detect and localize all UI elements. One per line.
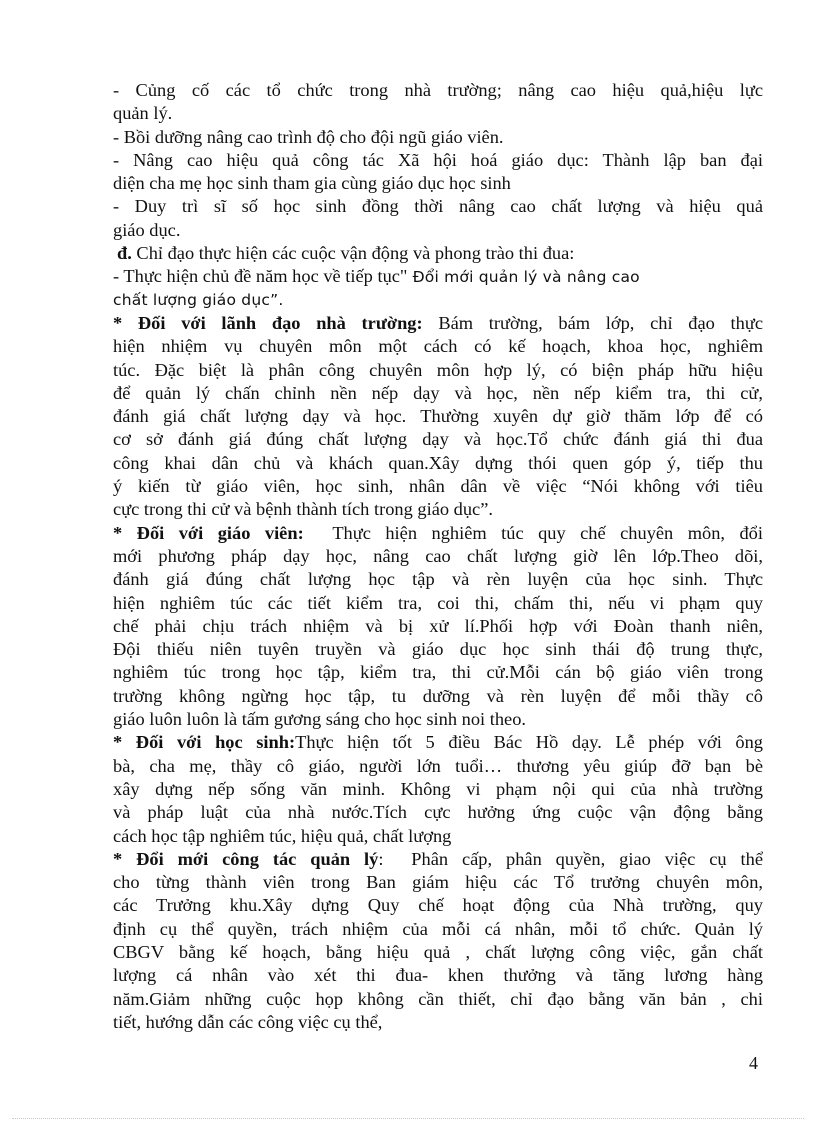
text-line: lượng cá nhân vào xét thi đua- khen thưởng và tăng lương hàng xyxy=(113,965,763,986)
text-line: ý kiến từ giáo viên, học sinh, nhân dân về việc “Nói không với tiêu xyxy=(113,476,763,497)
text-line: xây dựng nếp sống văn minh. Không vi phạm nội qui của nhà trường xyxy=(113,778,763,799)
text-line: hiện nhiệm vụ chuyên môn một cách có kế hoạch, khoa học, nghiêm xyxy=(113,336,763,357)
paragraph-heading: * Đổi mới công tác quản lý xyxy=(113,848,379,869)
text-line: chất lượng giáo dục”. xyxy=(113,290,284,309)
text-line: trường không ngừng học tập, tu dưỡng và rèn luyện để mỗi thầy cô xyxy=(113,685,763,706)
section-label: đ. xyxy=(117,243,132,264)
text-line: CBGV bằng kế hoạch, bằng hiệu quả , chất lượng công việc, gắn chất xyxy=(113,941,763,962)
text-line: nghiêm túc trong học tập, kiểm tra, thi cử.Mỗi cán bộ giáo viên trong xyxy=(113,662,763,683)
text-line: quản lý. xyxy=(113,103,173,124)
text-line: đánh giá đúng chất lượng học tập và rèn luyện của học sinh. Thực xyxy=(113,569,763,590)
text-line: đánh giá chất lượng dạy và học. Thường xuyên dự giờ thăm lớp để có xyxy=(113,406,763,427)
text-line: - Duy trì sĩ số học sinh đồng thời nâng cao chất lượng và hiệu quả xyxy=(113,196,763,217)
document-body xyxy=(113,79,763,1034)
text-line: giáo luôn luôn là tấm gương sáng cho học sinh noi theo. xyxy=(113,709,526,730)
text-line: các Trưởng khu.Xây dựng Quy chế hoạt động của Nhà trường, quy xyxy=(113,895,763,916)
text-line: - Thực hiện chủ đề năm học về tiếp tục" Đổi mới quản lý và nâng cao xyxy=(113,266,640,287)
text-line: hiện nghiêm túc các tiết kiểm tra, coi thi, chấm thi, nếu vi phạm quy xyxy=(113,592,763,613)
text-line: - Củng cố các tổ chức trong nhà trường; nâng cao hiệu quả,hiệu lực xyxy=(113,80,763,100)
text-line: định cụ thể quyền, trách nhiệm của mỗi cá nhân, mỗi tổ chức. Quản lý xyxy=(113,918,763,939)
text-line: năm.Giảm những cuộc họp không cần thiết, chỉ đạo bằng văn bản , chi xyxy=(113,988,763,1009)
text-line: cách học tập nghiêm túc, hiệu quả, chất lượng xyxy=(113,825,452,846)
text-line: tiết, hướng dẫn các công việc cụ thể, xyxy=(113,1011,383,1032)
text-line: để quản lý chấn chỉnh nền nếp dạy và học, nền nếp kiểm tra, thi cử, xyxy=(113,382,763,403)
paragraph-heading: * Đối với học sinh: xyxy=(113,732,296,753)
text-line: - Nâng cao hiệu quả công tác Xã hội hoá giáo dục: Thành lập ban đại xyxy=(113,149,763,170)
paragraph-leadership-start: * Đối với lãnh đạo nhà trường: Bám trường, bám lớp, chỉ đạo thực xyxy=(113,312,763,333)
page-number: 4 xyxy=(749,1053,758,1073)
text-line: và pháp luật của nhà nước.Tích cực hưởng ứng cuộc vận động bằng xyxy=(113,802,763,823)
text-line: diện cha mẹ học sinh tham gia cùng giáo dục học sinh xyxy=(113,173,511,194)
text-line: cơ sở đánh giá đúng chất lượng dạy và học.Tổ chức đánh giá thi đua xyxy=(113,429,763,450)
paragraph-management-start: * Đổi mới công tác quản lý: Phân cấp, phân quyền, giao việc cụ thể xyxy=(113,848,763,869)
paragraph-teachers-start: * Đối với giáo viên: Thực hiện nghiêm túc quy chế chuyên môn, đổi xyxy=(113,522,763,543)
page-bottom-divider xyxy=(12,1118,804,1119)
text-line: túc. Đặc biệt là phân công chuyên môn hợp lý, có biện pháp hữu hiệu xyxy=(113,359,763,380)
text-line: bà, cha mẹ, thầy cô giáo, người lớn tuổi… thương yêu giúp đỡ bạn bè xyxy=(113,755,763,776)
text-line: cực trong thi cử và bệnh thành tích trong giáo dục”. xyxy=(113,499,493,520)
text-line: chế phải chịu trách nhiệm và bị xử lí.Phối hợp với Đoàn thanh niên, xyxy=(113,615,763,636)
text-line: cho từng thành viên trong Ban giám hiệu các Tổ trưởng chuyên môn, xyxy=(113,872,763,893)
text-line: Đội thiếu niên tuyên truyền và giáo dục học sinh thái độ trung thực, xyxy=(113,639,763,660)
text-line: công khai dân chủ và khách quan.Xây dựng thói quen góp ý, tiếp thu xyxy=(113,452,763,473)
text-line: - Bồi dưỡng nâng cao trình độ cho đội ngũ giáo viên. xyxy=(113,126,504,147)
section-heading-d: đ. Chỉ đạo thực hiện các cuộc vận động và phong trào thi đua: xyxy=(117,243,575,264)
text-line: giáo dục. xyxy=(113,219,181,240)
text-line: mới phương pháp dạy học, nâng cao chất lượng giờ lên lớp.Theo dõi, xyxy=(113,545,763,566)
paragraph-heading: * Đối với giáo viên: xyxy=(113,522,304,543)
paragraph-heading: * Đối với lãnh đạo nhà trường: xyxy=(113,312,423,333)
paragraph-students-start: * Đối với học sinh:Thực hiện tốt 5 điều Bác Hồ dạy. Lễ phép với ông xyxy=(113,732,763,753)
